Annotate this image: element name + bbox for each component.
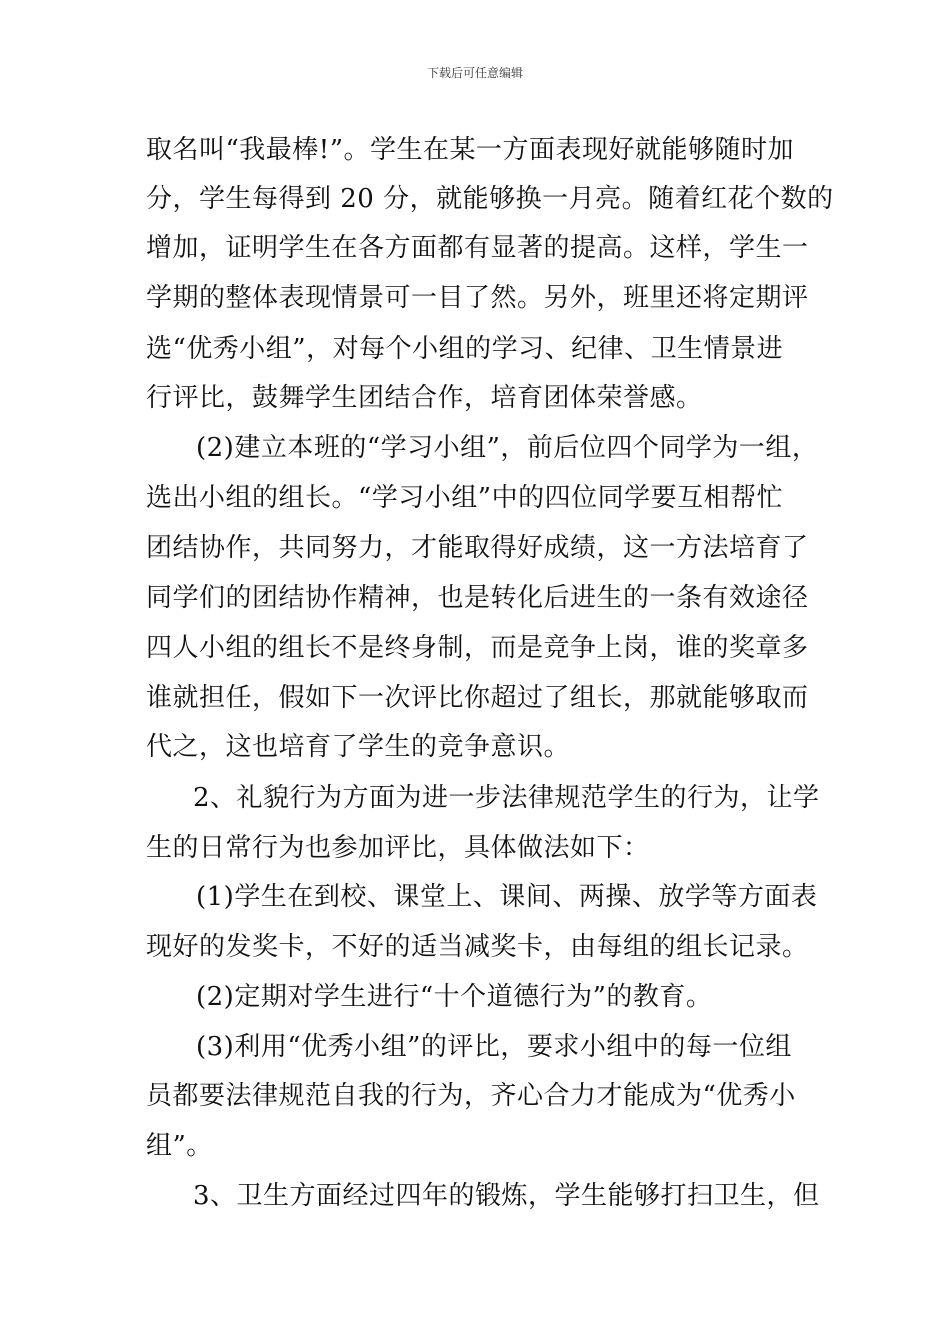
text-line: (3)利用“优秀小组”的评比，要求小组中的每一位组 [196,1032,792,1062]
page-header: 下载后可任意编辑 [426,66,523,80]
text-line: 增加，证明学生在各方面都有显著的提高。这样，学生一 [146,233,809,263]
text-line: 取名叫“我最棒!”。学生在某一方面表现好就能够随时加 [146,135,795,165]
text-line: 行评比，鼓舞学生团结合作，培育团体荣誉感。 [146,383,703,413]
text-line: (2)建立本班的“学习小组”，前后位四个同学为一组， [196,433,819,463]
text-line: 生的日常行为也参加评比，具体做法如下： [146,833,650,863]
text-line: 团结协作，共同努力，才能取得好成绩，这一方法培育了 [146,533,809,563]
text-line: 现好的发奖卡，不好的适当减奖卡，由每组的组长记录。 [146,932,809,962]
text-line: (1)学生在到校、课堂上、课间、两操、放学等方面表 [196,882,818,912]
text-line: 3、卫生方面经过四年的锻炼，学生能够打扫卫生，但 [193,1181,820,1211]
text-line: 学期的整体表现情景可一目了然。另外，班里还将定期评 [146,283,809,313]
text-line: 选出小组的组长。“学习小组”中的四位同学要互相帮忙 [146,483,784,513]
text-line: 代之，这也培育了学生的竞争意识。 [146,732,571,762]
text-line: 谁就担任，假如下一次评比你超过了组长，那就能够取而 [146,683,809,713]
text-line: (2)定期对学生进行“十个道德行为”的教育。 [196,982,713,1012]
text-line: 2、礼貌行为方面为进一步法律规范学生的行为，让学 [193,783,820,813]
text-line: 同学们的团结协作精神，也是转化后进生的一条有效途径 [146,583,809,613]
text-line: 选“优秀小组”，对每个小组的学习、纪律、卫生情景进 [146,334,784,364]
text-line: 组”。 [146,1131,213,1161]
text-line: 四人小组的组长不是终身制，而是竞争上岗，谁的奖章多 [146,633,809,663]
text-line: 分，学生每得到 20 分，就能够换一月亮。随着红花个数的 [146,184,834,214]
text-line: 员都要法律规范自我的行为，齐心合力才能成为“优秀小 [146,1081,796,1111]
